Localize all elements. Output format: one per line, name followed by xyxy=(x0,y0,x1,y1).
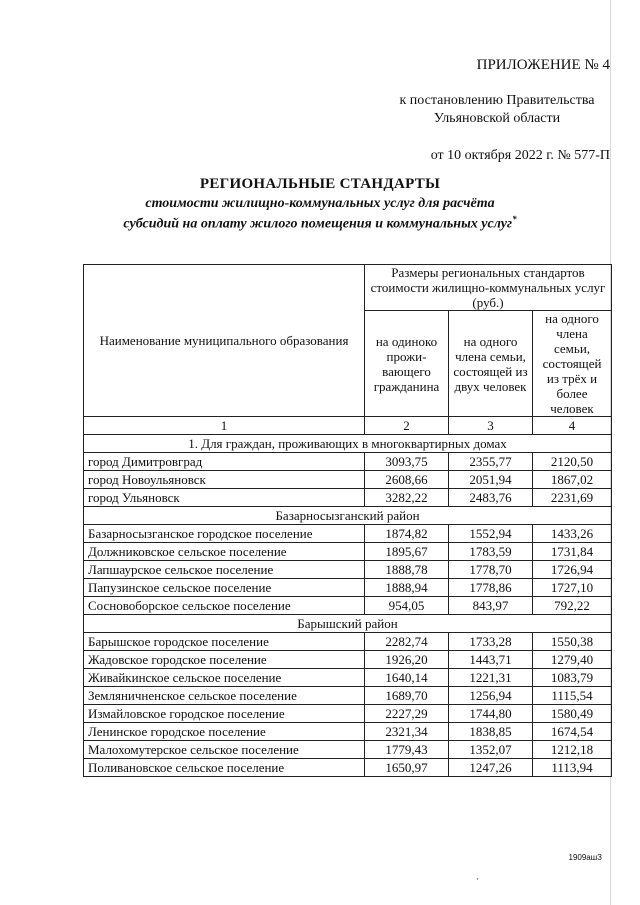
column-number-2: 2 xyxy=(365,417,449,435)
table-row xyxy=(84,705,612,723)
municipality-name: Земляничненское сельское поселение xyxy=(84,687,365,705)
column-number-4: 4 xyxy=(533,417,612,435)
value-single: 1895,67 xyxy=(365,543,449,561)
table-row xyxy=(84,489,612,507)
table-row xyxy=(84,687,612,705)
document-subtitle-line2 xyxy=(0,214,640,233)
resolution-reference: к постановлению Правительства Ульяновской области xyxy=(399,93,595,126)
value-three-plus: 1867,02 xyxy=(533,471,612,489)
value-three-plus: 1674,54 xyxy=(533,723,612,741)
municipality-name: Живайкинское сельское поселение xyxy=(84,669,365,687)
municipality-name: Малохомутерское сельское поселение xyxy=(84,741,365,759)
value-two-person: 2355,77 xyxy=(449,453,533,471)
municipality-name: Измайловское городское поселение xyxy=(84,705,365,723)
district-title-bazarnosyzgansky: Базарносызганский район xyxy=(84,507,612,525)
value-single: 3093,75 xyxy=(365,453,449,471)
document-title: РЕГИОНАЛЬНЫЕ СТАНДАРТЫ xyxy=(199,176,441,192)
value-three-plus: 1083,79 xyxy=(533,669,612,687)
table-row xyxy=(84,633,612,651)
value-single: 3282,22 xyxy=(365,489,449,507)
table-row xyxy=(84,579,612,597)
value-single: 1888,78 xyxy=(365,561,449,579)
resolution-date: от 10 октября 2022 г. № 577-П xyxy=(430,148,610,163)
value-two-person: 1778,86 xyxy=(449,579,533,597)
value-single: 1888,94 xyxy=(365,579,449,597)
value-two-person: 1256,94 xyxy=(449,687,533,705)
value-single: 954,05 xyxy=(365,597,449,615)
value-single: 1779,43 xyxy=(365,741,449,759)
column-header-three-plus: на одного члена семьи, состоящей из трёх и более человек xyxy=(533,311,612,417)
value-single: 2282,74 xyxy=(365,633,449,651)
municipality-name: Сосновоборское сельское поселение xyxy=(84,597,365,615)
district-title-baryshsky: Барышский район xyxy=(84,615,612,633)
value-two-person: 2483,76 xyxy=(449,489,533,507)
value-single: 1874,82 xyxy=(365,525,449,543)
municipality-name: Папузинское сельское поселение xyxy=(84,579,365,597)
table-row xyxy=(84,651,612,669)
document-subtitle-line1: стоимости жилищно-коммунальных услуг для расчёта xyxy=(145,196,495,211)
table-row xyxy=(84,723,612,741)
value-two-person: 1247,26 xyxy=(449,759,533,777)
municipality-name: город Димитровград xyxy=(84,453,365,471)
value-two-person: 1733,28 xyxy=(449,633,533,651)
municipality-name: Лапшаурское сельское поселение xyxy=(84,561,365,579)
value-single: 2321,34 xyxy=(365,723,449,741)
table-row xyxy=(84,543,612,561)
value-two-person: 1443,71 xyxy=(449,651,533,669)
appendix-number: ПРИЛОЖЕНИЕ № 4 xyxy=(476,57,610,73)
table-row xyxy=(84,669,612,687)
value-three-plus: 1115,54 xyxy=(533,687,612,705)
municipality-name: Барышское городское поселение xyxy=(84,633,365,651)
standards-table xyxy=(83,264,612,777)
subtitle-text: субсидий на оплату жилого помещения и коммунальных услуг xyxy=(123,216,513,232)
column-number-3: 3 xyxy=(449,417,533,435)
value-single: 1689,70 xyxy=(365,687,449,705)
value-three-plus: 1550,38 xyxy=(533,633,612,651)
value-two-person: 1221,31 xyxy=(449,669,533,687)
value-two-person: 2051,94 xyxy=(449,471,533,489)
municipality-name: Должниковское сельское поселение xyxy=(84,543,365,561)
value-two-person: 1552,94 xyxy=(449,525,533,543)
value-two-person: 1783,59 xyxy=(449,543,533,561)
value-single: 1640,14 xyxy=(365,669,449,687)
scan-mark: · xyxy=(476,874,479,884)
column-header-municipality: Наименование муниципального образования xyxy=(84,265,365,417)
value-three-plus: 792,22 xyxy=(533,597,612,615)
value-three-plus: 1433,26 xyxy=(533,525,612,543)
value-single: 2227,29 xyxy=(365,705,449,723)
municipality-name: Жадовское городское поселение xyxy=(84,651,365,669)
table-row xyxy=(84,561,612,579)
value-three-plus: 1113,94 xyxy=(533,759,612,777)
column-number-1: 1 xyxy=(84,417,365,435)
table-row xyxy=(84,759,612,777)
municipality-name: Поливановское сельское поселение xyxy=(84,759,365,777)
municipality-name: город Ульяновск xyxy=(84,489,365,507)
value-single: 2608,66 xyxy=(365,471,449,489)
value-two-person: 843,97 xyxy=(449,597,533,615)
value-two-person: 1744,80 xyxy=(449,705,533,723)
value-three-plus: 1727,10 xyxy=(533,579,612,597)
value-single: 1650,97 xyxy=(365,759,449,777)
table-row xyxy=(84,741,612,759)
column-header-standards: Размеры региональных стандартов стоимости жилищно-коммунальных услуг (руб.) xyxy=(365,265,612,311)
value-single: 1926,20 xyxy=(365,651,449,669)
value-three-plus: 2231,69 xyxy=(533,489,612,507)
value-two-person: 1778,70 xyxy=(449,561,533,579)
footnote-mark: * xyxy=(512,214,517,224)
municipality-name: Базарносызганское городское поселение xyxy=(84,525,365,543)
value-two-person: 1352,07 xyxy=(449,741,533,759)
table-row xyxy=(84,597,612,615)
table-row xyxy=(84,471,612,489)
value-three-plus: 1212,18 xyxy=(533,741,612,759)
value-three-plus: 1726,94 xyxy=(533,561,612,579)
value-three-plus: 1580,49 xyxy=(533,705,612,723)
section-title-apartment-buildings: 1. Для граждан, проживающих в многоквартирных домах xyxy=(84,435,612,453)
value-three-plus: 1731,84 xyxy=(533,543,612,561)
municipality-name: Ленинское городское поселение xyxy=(84,723,365,741)
value-two-person: 1838,85 xyxy=(449,723,533,741)
value-three-plus: 2120,50 xyxy=(533,453,612,471)
column-header-single: на одиноко прожи-вающего гражданина xyxy=(365,311,449,417)
value-three-plus: 1279,40 xyxy=(533,651,612,669)
column-header-two-person: на одного члена семьи, состоящей из двух человек xyxy=(449,311,533,417)
municipality-name: город Новоульяновск xyxy=(84,471,365,489)
document-code: 1909ашЗ xyxy=(568,853,602,862)
table-row xyxy=(84,453,612,471)
table-row xyxy=(84,525,612,543)
